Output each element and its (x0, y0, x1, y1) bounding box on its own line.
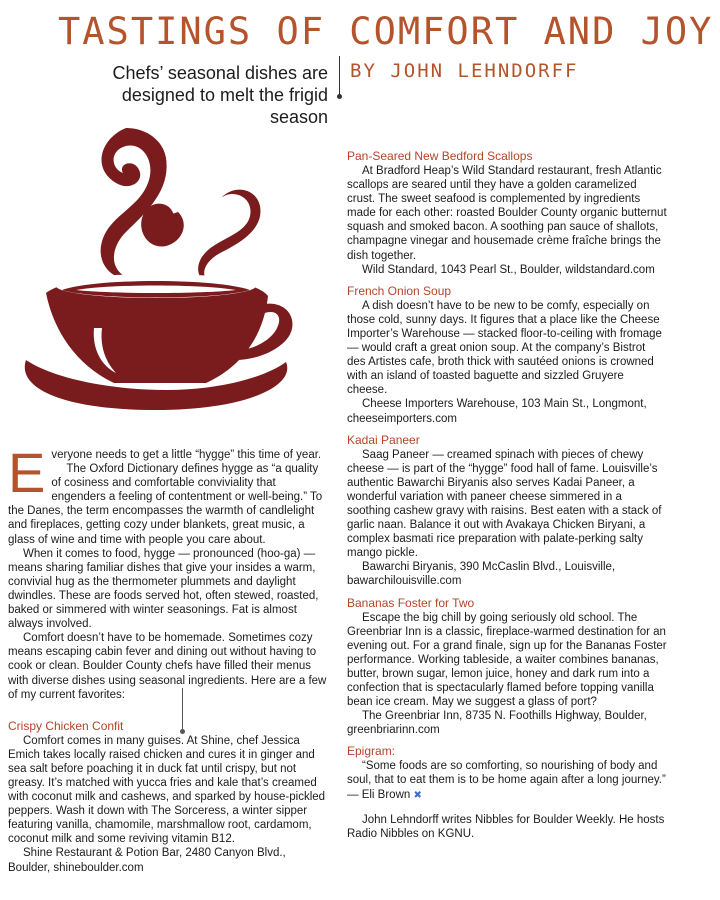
dish-heading-scallops: Pan-Seared New Bedford Scallops (347, 149, 533, 163)
dish-body-chicken-confit: Comfort comes in many guises. At Shine, chef Jessica Emich takes locally raised chicken and cures it in ginger and sea salt before poaching it in duck fat until crispy, but not greasy. It’s matched with yucca fries and kale that’s creamed with coconut milk and cashews, and sparked by house-pickled peppers. Wash it down with The Sorceress, a winter sipper featuring vanilla, chamomile, marshmallow root, cardamom, coconut milk and some reviving vitamin B12. (8, 734, 326, 846)
article-title: TASTINGS OF COMFORT AND JOY (58, 10, 714, 53)
dish-info-onion-soup: Cheese Importers Warehouse, 103 Main St., Longmont, cheeseimporters.com (347, 398, 647, 425)
left-column (8, 441, 330, 875)
dish-heading-chicken-confit: Crispy Chicken Confit (8, 718, 124, 733)
author-bio: John Lehndorff writes Nibbles for Boulder Weekly. He hosts Radio Nibbles on KGNU. (347, 813, 665, 840)
dish-info-kadai-paneer: Bawarchi Biryanis, 390 McCaslin Blvd., Louisville, bawarchilouisville.com (347, 561, 616, 588)
intro-paragraph-3: When it comes to food, hygge — pronounced (hoo-ga) — means sharing familiar dishes that give your insides a warm, convivial hug as the thermometer plummets and daylight dwindles. These are foods served hot, often stewed, roasted, baked or simmered with winter seasonings. Fat is almost always involved. (8, 547, 319, 631)
intro-paragraph-2: The Oxford Dictionary defines hygge as “a quality of cosiness and comfortable conviviality that engenders a feeling of contentment or well-being.” To the Danes, the term encompasses the warmth of candlelight and fireplaces, getting cozy under blankets, great music, a glass of wine and time with people you care about. (8, 463, 323, 546)
dish-heading-kadai-paneer: Kadai Paneer (347, 432, 420, 447)
dish-body-onion-soup: A dish doesn’t have to be new to be comfy, especially on those cold, sunny days. It figures that a place like the Cheese Importer’s Warehouse — stacked floor-to-ceiling with fromage — would craft a great onion soup. At the company’s Bistrot des Artistes cafe, broth thick with sautéed onions is crowned with an island of toasted baguette and sizzled Gruyere cheese. (347, 299, 662, 397)
article-dek: Chefs’ seasonal dishes are designed to melt the frigid season (112, 63, 328, 127)
dish-body-scallops: At Bradford Heap’s Wild Standard restaurant, fresh Atlantic scallops are seared until they have a golden caramelized crust. The sweet seafood is complemented by ingredients made for each other: roasted Boulder County organic butternut squash and smoked bacon. A soothing pan sauce of shallots, champagne vinegar and housemade crème fraîche brings the dish together. (347, 165, 667, 262)
dish-heading-bananas-foster: Bananas Foster for Two (347, 595, 475, 610)
end-mark-icon: ✖ (413, 789, 422, 801)
epigram-heading: Epigram: (347, 744, 396, 759)
divider-line (339, 56, 340, 96)
coffee-cup-icon (6, 128, 306, 413)
byline: BY JOHN LEHNDORFF (350, 60, 579, 82)
dish-info-scallops: Wild Standard, 1043 Pearl St., Boulder, wildstandard.com (362, 263, 655, 276)
divider-line-small (182, 688, 183, 732)
right-column (347, 149, 667, 841)
dish-body-kadai-paneer: Saag Paneer — creamed spinach with pieces of chewy cheese — is part of the “hygge” food hall of fame. Louisville’s authentic Bawarchi Biryanis also serves Kadai Paneer, a wonderful variation with paneer cheese simmered in a soothing cashew gravy with raisins. Best eaten with a stack of garlic naan. Balance it out with Avakaya Chicken Biryani, a complex basmati rice preparation with palate-perking salty mango pickle. (347, 448, 662, 560)
intro-paragraph-4: Comfort doesn’t have to be homemade. Sometimes cozy means escaping cabin fever and dining out without having to cook or clean. Boulder County chefs have filled their menus with diverse dishes using seasonal ingredients. Here are a few of my current favorites: (8, 632, 327, 701)
dish-info-chicken-confit: Shine Restaurant & Potion Bar, 2480 Canyon Blvd., Boulder, shineboulder.com (8, 847, 286, 874)
dish-heading-onion-soup: French Onion Soup (347, 283, 452, 298)
dish-info-bananas-foster: The Greenbriar Inn, 8735 N. Foothills Highway, Boulder, greenbriarinn.com (347, 710, 647, 737)
intro-paragraph-1: Everyone needs to get a little “hygge” this time of year. (8, 441, 322, 504)
dish-body-bananas-foster: Escape the big chill by going seriously old school. The Greenbriar Inn is a classic, fireplace-warmed destination for an evening out. For a grand finale, sign up for the Bananas Foster performance. Working tableside, a waiter combines bananas, butter, brown sugar, lemon juice, honey and dark rum into a confection that is spectacularly flamed before topping vanilla bean ice cream. May we suggest a glass of port? (347, 611, 667, 709)
epigram-quote: “Some foods are so comforting, so nourishing of body and soul, that to eat them is to be home again after a long journey.” — Eli Brown ✖ (347, 760, 666, 801)
drop-cap: E (8, 441, 46, 504)
